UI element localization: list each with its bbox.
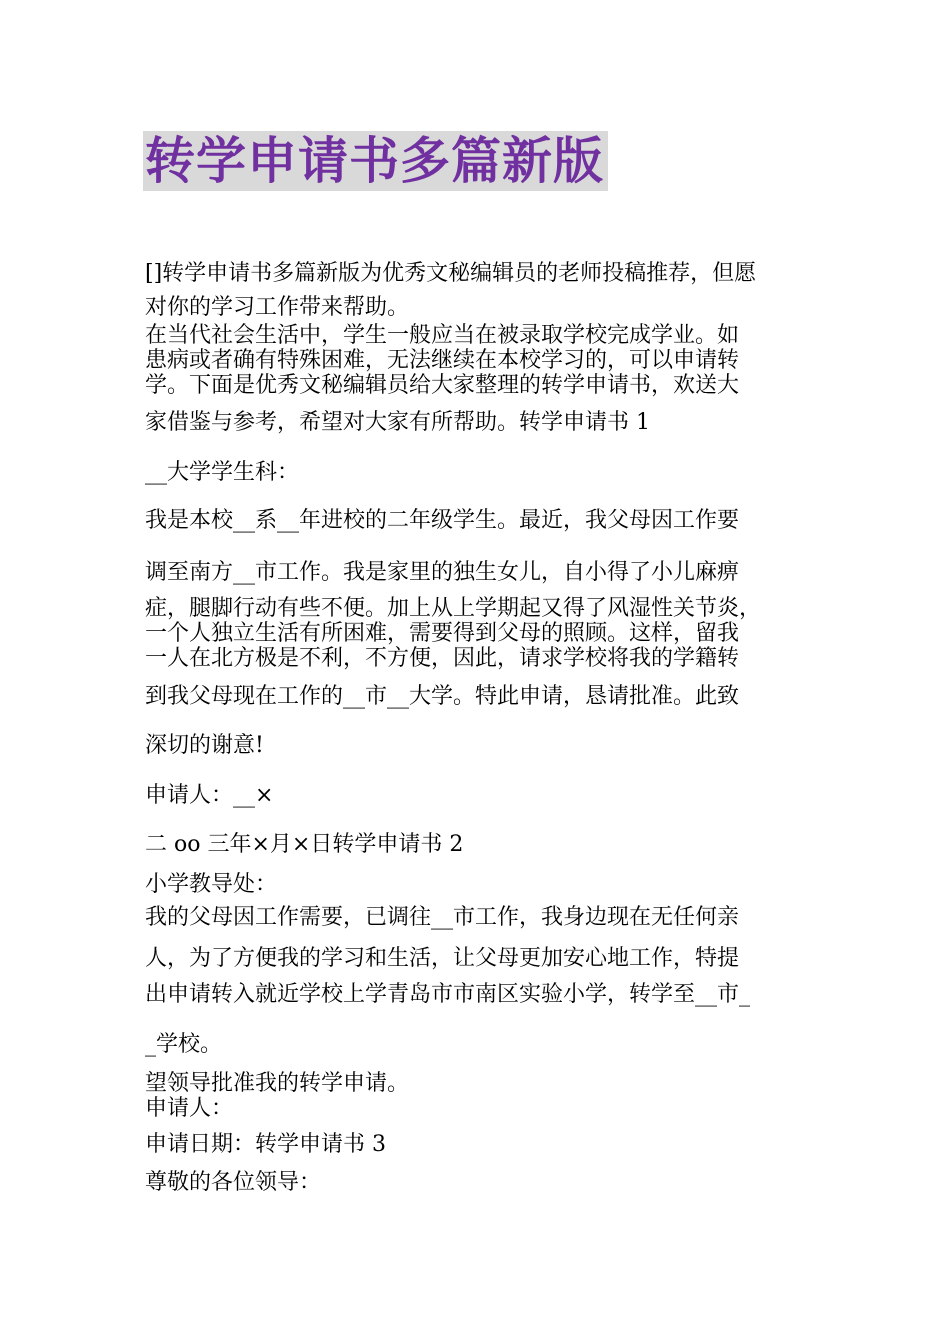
- paragraph-line: 申请日期：转学申请书 3: [145, 1132, 386, 1157]
- paragraph-line: 一人在北方极是不利，不方便，因此，请求学校将我的学籍转: [145, 646, 740, 671]
- paragraph-line: []转学申请书多篇新版为优秀文秘编辑员的老师投稿推荐，但愿: [145, 261, 757, 286]
- paragraph-line: __大学学生科：: [145, 460, 300, 485]
- paragraph-line: 到我父母现在工作的__市__大学。特此申请，恳请批准。此致: [145, 684, 740, 709]
- page-title: 转学申请书多篇新版: [143, 131, 608, 191]
- paragraph-line: 尊敬的各位领导：: [145, 1170, 322, 1195]
- paragraph-line: 二 oo 三年×月×日转学申请书 2: [145, 832, 464, 857]
- paragraph-line: 调至南方__市工作。我是家里的独生女儿，自小得了小儿麻痹: [145, 560, 740, 585]
- paragraph-line: 申请人：: [145, 1096, 234, 1121]
- paragraph-line: 对你的学习工作带来帮助。: [145, 295, 410, 320]
- paragraph-line: 出申请转入就近学校上学青岛市市南区实验小学，转学至__市_: [145, 982, 751, 1007]
- paragraph-line: 学。下面是优秀文秘编辑员给大家整理的转学申请书，欢送大: [145, 373, 740, 398]
- paragraph-line: 小学教导处：: [145, 872, 278, 897]
- paragraph-line: 人，为了方便我的学习和生活，让父母更加安心地工作，特提: [145, 946, 740, 971]
- paragraph-line: 症，腿脚行动有些不便。加上从上学期起又得了风湿性关节炎，: [145, 596, 762, 621]
- paragraph-line: 申请人：__×: [145, 783, 274, 808]
- paragraph-line: 深切的谢意!: [145, 733, 264, 758]
- paragraph-line: 一个人独立生活有所困难，需要得到父母的照顾。这样，留我: [145, 621, 740, 646]
- paragraph-line: 我的父母因工作需要，已调往__市工作，我身边现在无任何亲: [145, 905, 740, 930]
- paragraph-line: 我是本校__系__年进校的二年级学生。最近，我父母因工作要: [145, 508, 740, 533]
- paragraph-line: 患病或者确有特殊困难，无法继续在本校学习的，可以申请转: [145, 348, 740, 373]
- paragraph-line: 家借鉴与参考，希望对大家有所帮助。转学申请书 1: [145, 410, 650, 435]
- paragraph-line: _学校。: [145, 1032, 223, 1057]
- paragraph-line: 在当代社会生活中，学生一般应当在被录取学校完成学业。如: [145, 323, 740, 348]
- paragraph-line: 望领导批准我的转学申请。: [145, 1071, 410, 1096]
